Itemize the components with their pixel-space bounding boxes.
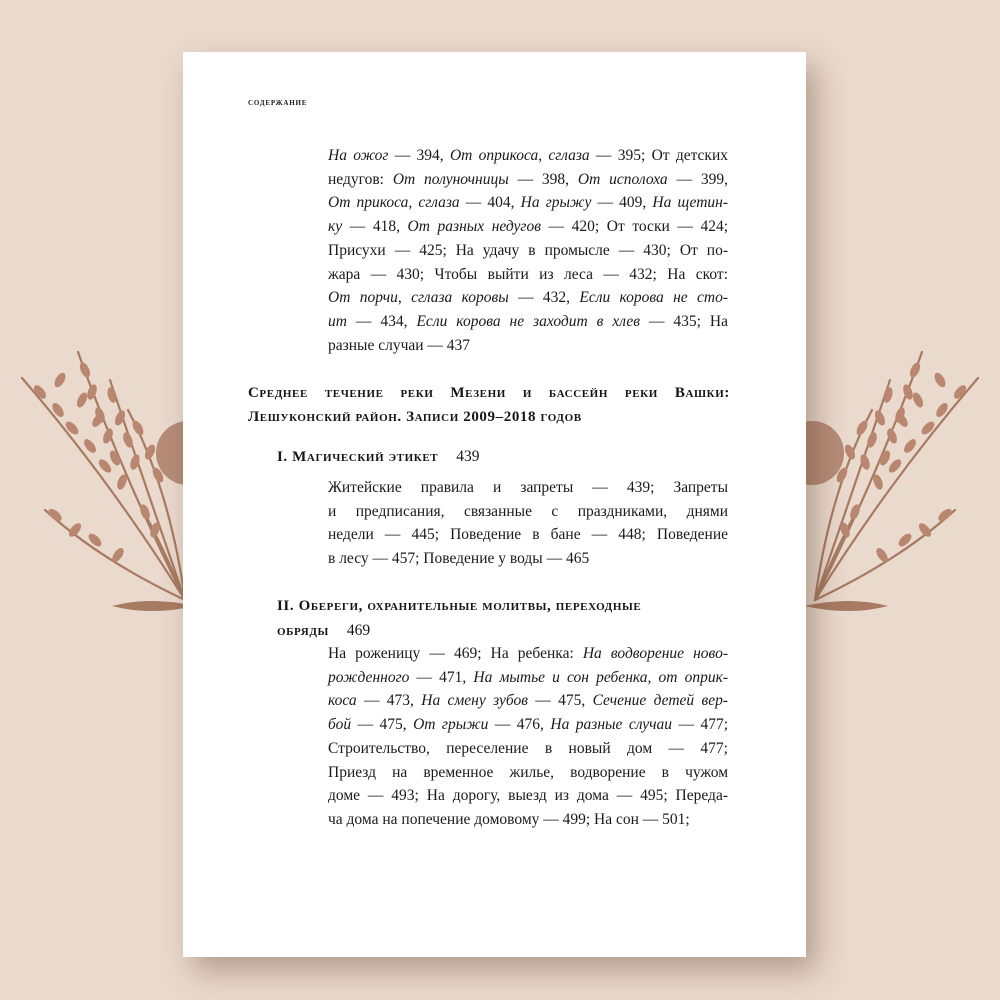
branch-bud — [78, 361, 92, 379]
text-line: и предписания, связанные с праздниками, днями — [328, 502, 728, 520]
chapter-title: I. Магический этикет — [277, 449, 439, 465]
branch-bud — [901, 383, 914, 401]
text-line: ча дома на попечение домовому — 499; На сон — 501; — [328, 810, 690, 828]
text-line: недели — 445; Поведение в бане — 448; Поведение — [328, 526, 728, 544]
branch-bud — [854, 419, 869, 437]
decor-leaf — [804, 601, 888, 611]
text-line: в лесу — 457; Поведение у воды — 465 — [328, 550, 590, 568]
text-line: недугов: От полуночницы — 398, От исполоха — 399, — [328, 170, 729, 188]
branch-bud — [130, 419, 145, 437]
branch-bud — [85, 383, 98, 401]
book-page — [183, 52, 806, 957]
section-heading-line: Лешуконский район. Записи 2009–2018 годов — [248, 408, 582, 425]
branch-bud — [82, 437, 98, 455]
chapter-heading — [277, 445, 479, 470]
text-line: Строительство, переселение в новый дом — 477; — [328, 739, 728, 757]
branch-bud — [919, 419, 936, 436]
chapter-title: обряды — [277, 622, 329, 639]
text-line: На ожог — 394, От оприкоса, сглаза — 395; От детских — [328, 147, 729, 164]
branch-bud — [75, 391, 89, 409]
chapter-page-number: 439 — [456, 448, 480, 465]
text-line: На роженицу — 469; На ребенка: На водворение ново- — [328, 645, 728, 662]
branch-bud — [908, 361, 922, 379]
branch-bud — [52, 371, 67, 389]
branch-bud — [50, 401, 66, 419]
branch-bud — [97, 457, 114, 475]
running-head: содержание — [248, 97, 308, 108]
chapter-contents — [328, 642, 728, 832]
chapter-contents — [328, 476, 728, 571]
branch-bud — [887, 457, 904, 475]
text-line: доме — 493; На дорогу, выезд из дома — 495; Переда- — [328, 787, 728, 805]
text-line: От порчи, сглаза коровы — 432, Если корова не сто- — [328, 289, 728, 307]
text-line: От прикоса, сглаза — 404, На грыжу — 409, На щетин- — [328, 194, 729, 212]
text-line: Житейские правила и запреты — 439; Запреты — [328, 479, 728, 496]
branch-bud — [902, 437, 918, 455]
text-line: жара — 430; Чтобы выйти из леса — 432; На скот: — [328, 265, 728, 283]
branch-bud — [911, 391, 925, 409]
chapter-title: II. Обереги, охранительные молитвы, переходные — [277, 598, 642, 614]
branch-bud — [46, 507, 64, 524]
text-line: Приезд на временное жилье, водворение в чужом — [328, 763, 728, 781]
branch-bud — [934, 401, 950, 419]
text-line: рожденного — 471, На мытье и сон ребенка, от оприк- — [328, 668, 728, 686]
branch-bud — [936, 507, 954, 524]
willow-branch-icon — [780, 352, 978, 611]
section-heading-line: Среднее течение реки Мезени и бассейн реки Вашки: — [248, 385, 730, 401]
text-line: бой — 475, От грыжи — 476, На разные случаи — 477; — [328, 716, 729, 734]
text-line: разные случаи — 437 — [328, 336, 471, 354]
branch-bud — [932, 371, 947, 389]
text-line: Присухи — 425; На удачу в промысле — 430; От по- — [328, 241, 728, 259]
text-line: ит — 434, Если корова не заходит в хлев — 435; На — [328, 312, 728, 330]
text-line: коса — 473, На смену зубов — 475, Сечение детей вер- — [328, 692, 728, 710]
chapter-heading — [277, 595, 692, 643]
toc-entry-continued — [328, 144, 728, 357]
branch-bud — [63, 419, 80, 436]
text-line: ку — 418, От разных недугов — 420; От тоски — 424; — [328, 218, 729, 236]
section-heading — [248, 382, 730, 429]
chapter-page-number: 469 — [346, 621, 371, 639]
